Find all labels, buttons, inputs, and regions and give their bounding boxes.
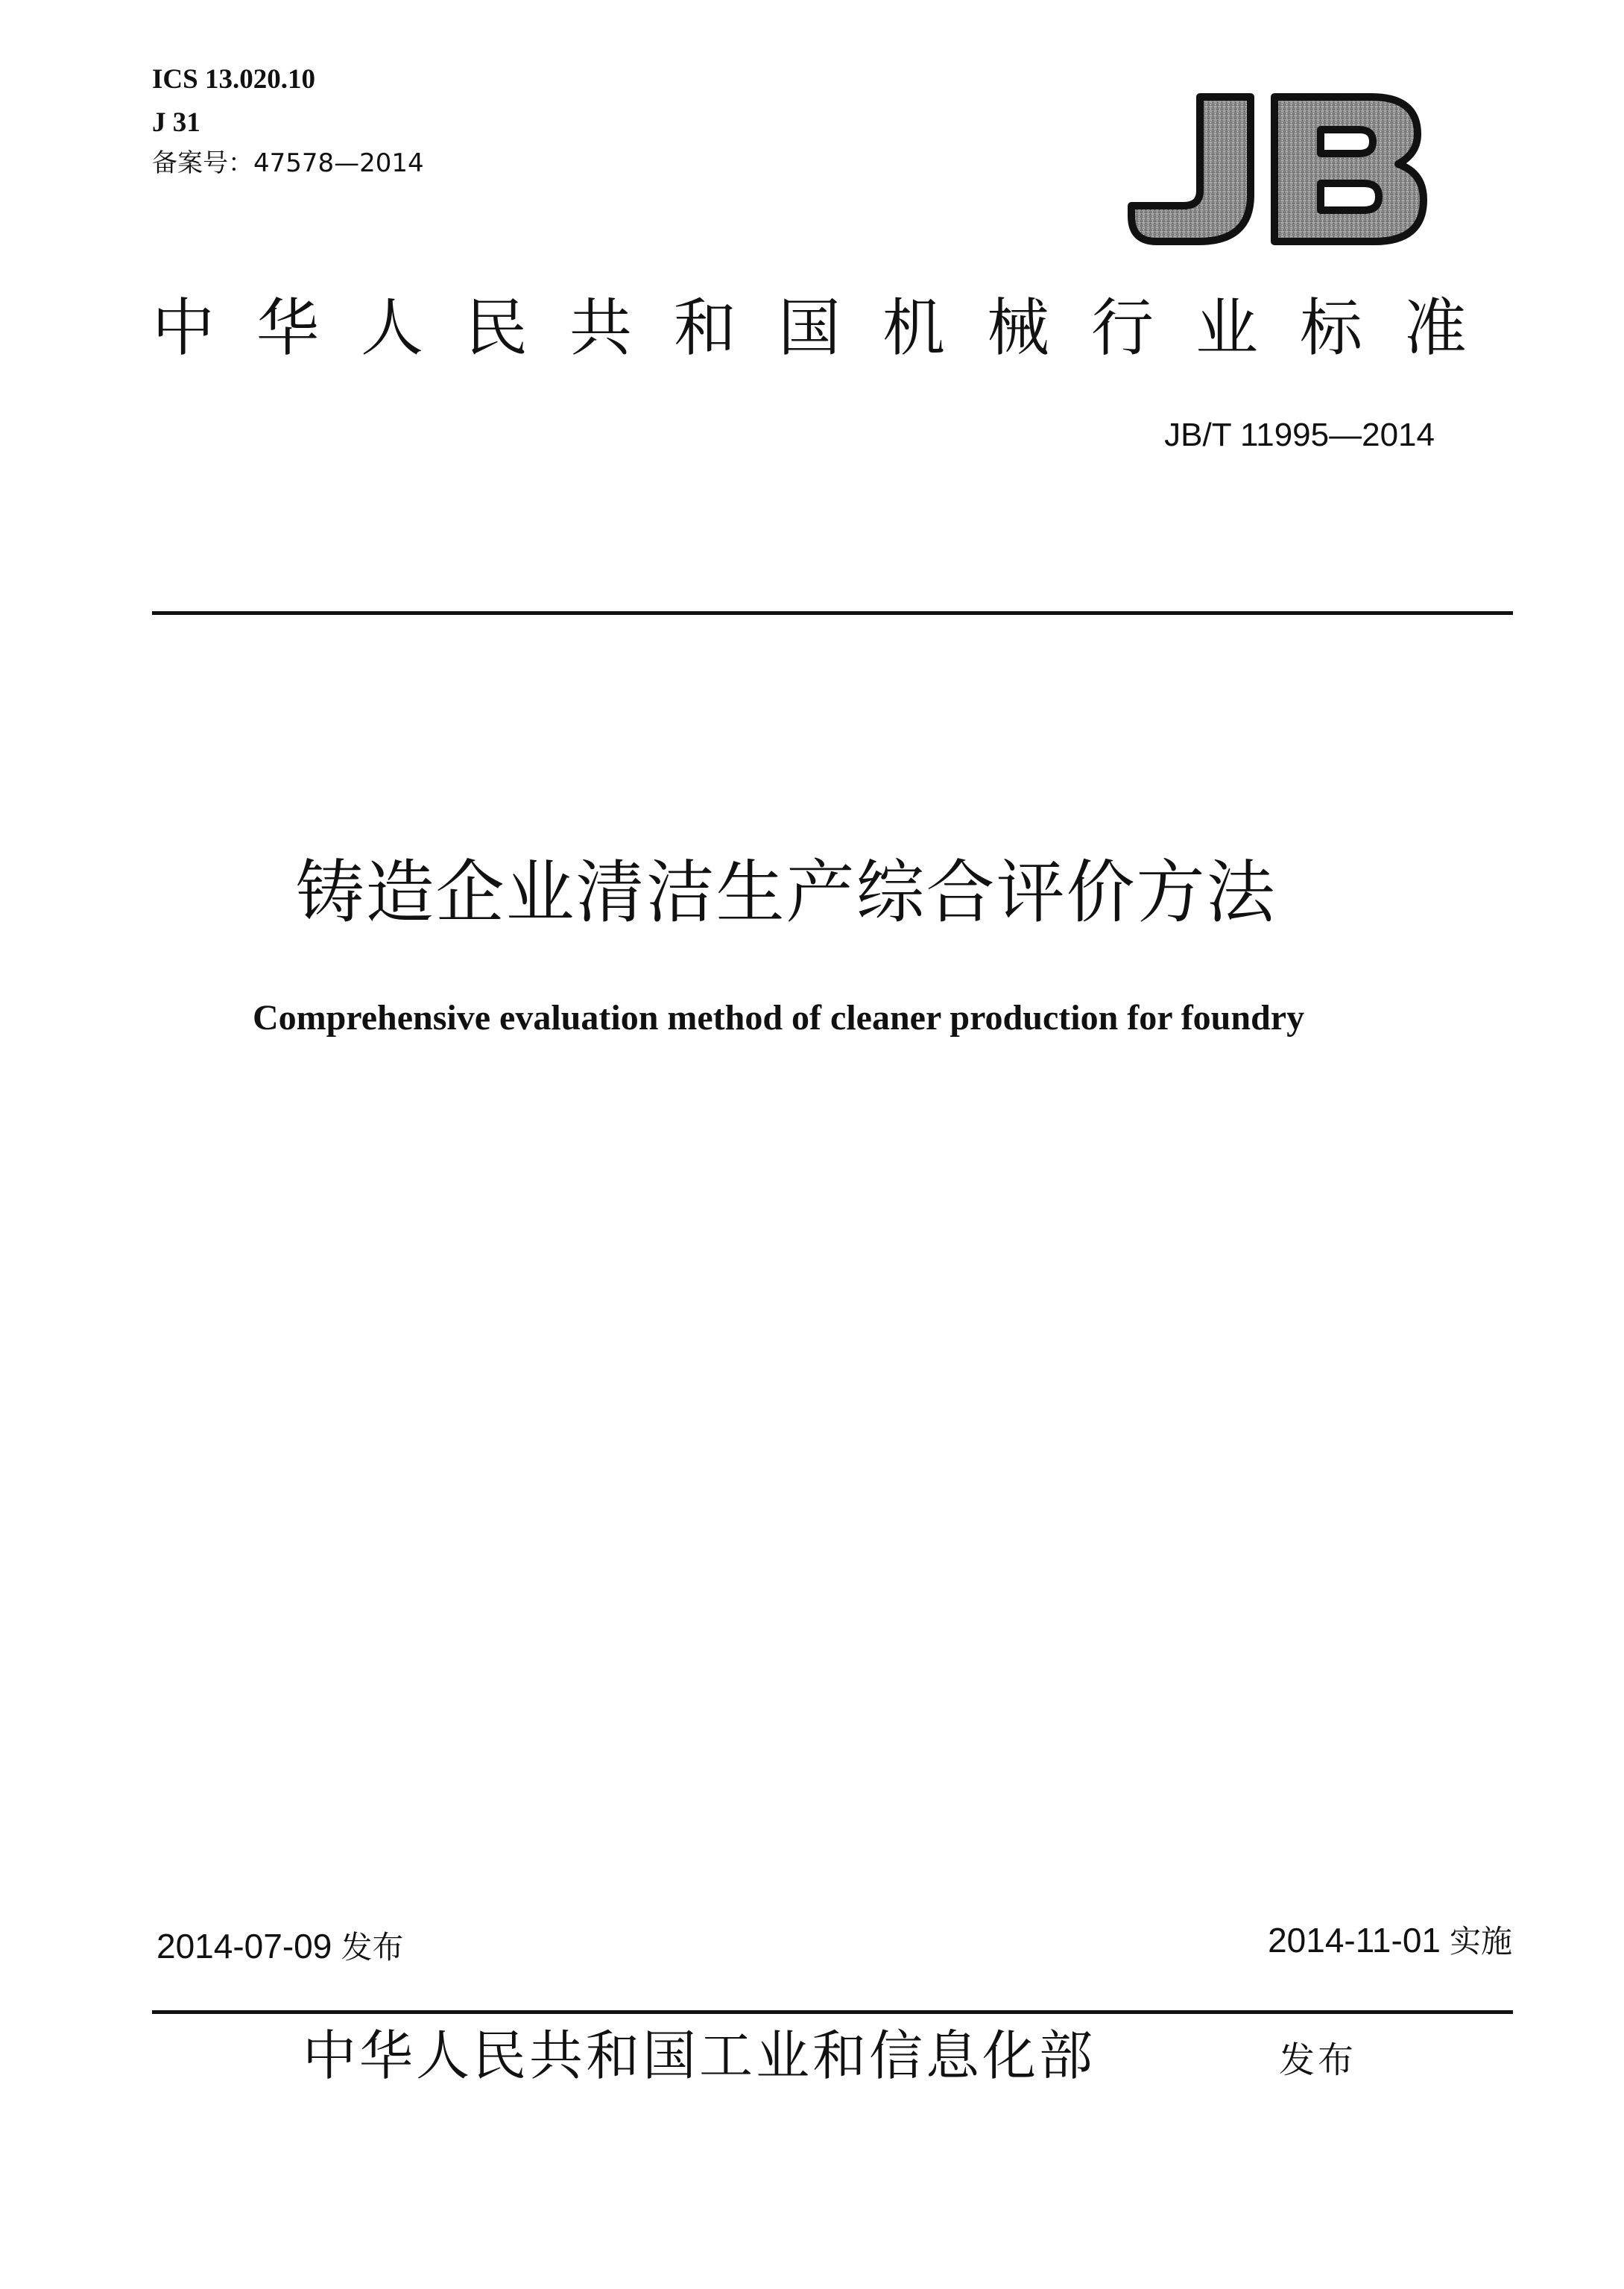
issue-label: 发布 [341, 1929, 404, 1966]
filing-number: 备案号：47578—2014 [152, 148, 424, 178]
publisher-suffix: 发布 [1279, 2039, 1357, 2081]
publisher-name: 中华人民共和国工业和信息化部 [303, 2024, 1096, 2087]
logo-letter-j [1131, 97, 1251, 241]
issue-date: 2014-07-09 [157, 1927, 332, 1966]
top-divider [152, 611, 1513, 615]
classification-code: J 31 [152, 107, 200, 138]
standard-category: 中华人民共和国机械行业标准 [152, 291, 1509, 364]
standard-number: JB/T 11995—2014 [1164, 417, 1435, 453]
implement-label: 实施 [1449, 1923, 1512, 1960]
logo-letter-b [1274, 97, 1424, 241]
issue-date-line [157, 1927, 404, 1966]
title-chinese: 铸造企业清洁生产综合评价方法 [295, 853, 1277, 932]
implement-date-line [1268, 1921, 1512, 1960]
title-english: Comprehensive evaluation method of cleaner production for foundry [252, 998, 1305, 1038]
jb-logo [1118, 83, 1431, 255]
ics-code: ICS 13.020.10 [152, 64, 315, 95]
implement-date: 2014-11-01 [1268, 1921, 1441, 1960]
bottom-divider [152, 2010, 1513, 2014]
